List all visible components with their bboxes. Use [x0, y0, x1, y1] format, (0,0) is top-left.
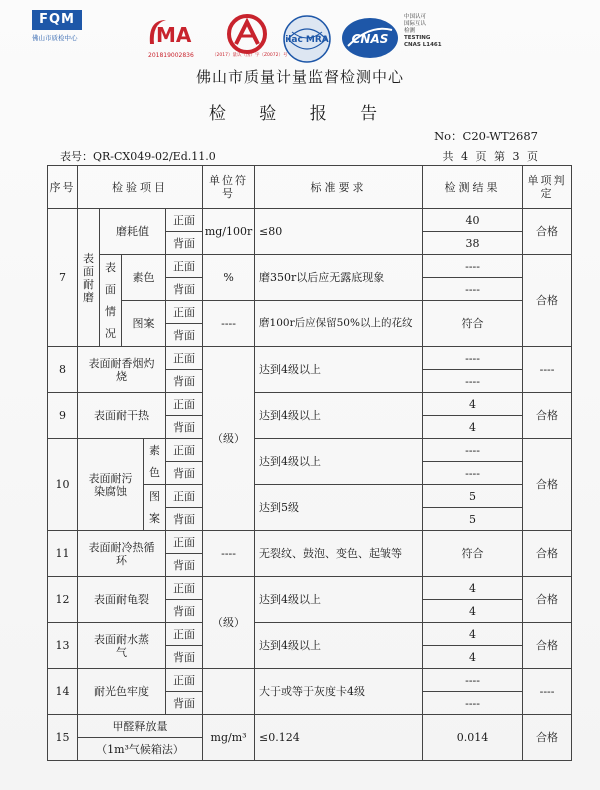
result-cell: 5: [423, 485, 523, 508]
judgment-cell: ----: [523, 347, 572, 393]
table-row: [48, 439, 572, 462]
cnas-caption-line: 中国认可: [404, 14, 427, 20]
table-row: [48, 669, 572, 692]
standard-cell: 达到4级以上: [255, 623, 423, 669]
item-cell: 表面耐冷热循环: [78, 531, 166, 577]
face-cell: 正面: [166, 301, 203, 324]
item-cell: 甲醛释放量: [78, 715, 203, 738]
face-cell: 正面: [166, 393, 203, 416]
standard-cell: 达到4级以上: [255, 577, 423, 623]
svg-text:ilac MRA: ilac MRA: [285, 35, 329, 45]
header-unit: 单位符号: [203, 166, 255, 209]
standard-cell: ≤0.124: [255, 715, 423, 761]
table-row: [48, 715, 572, 738]
seq-cell: 10: [48, 439, 78, 531]
header-result: 检测结果: [423, 166, 523, 209]
table-row: [48, 347, 572, 370]
item-cell: 耐光色牢度: [78, 669, 166, 715]
face-cell: 背面: [166, 692, 203, 715]
judgment-cell: 合格: [523, 439, 572, 531]
face-cell: 背面: [166, 370, 203, 393]
face-cell: 背面: [166, 278, 203, 301]
cnas-caption: [404, 14, 442, 49]
unit-cell: mg/m³: [203, 715, 255, 761]
face-cell: 正面: [166, 485, 203, 508]
standard-cell: 磨350r以后应无露底现象: [255, 255, 423, 301]
svg-text:CNAS: CNAS: [351, 32, 389, 46]
seq-cell: 14: [48, 669, 78, 715]
table-row: [48, 255, 572, 278]
face-cell: 背面: [166, 324, 203, 347]
result-cell: 5: [423, 508, 523, 531]
result-cell: ----: [423, 255, 523, 278]
header-seq: 序号: [48, 166, 78, 209]
result-cell: 4: [423, 600, 523, 623]
judgment-cell: 合格: [523, 531, 572, 577]
judgment-cell: 合格: [523, 577, 572, 623]
cnas-caption-line: CNAS L1461: [404, 42, 442, 48]
unit-cell: ----: [203, 531, 255, 577]
result-cell: 4: [423, 646, 523, 669]
fqm-logo-mark: FQM: [32, 10, 82, 30]
table-row: [48, 577, 572, 600]
result-cell: 4: [423, 577, 523, 600]
result-cell: 4: [423, 393, 523, 416]
result-cell: 4: [423, 416, 523, 439]
item-cell: 表面耐污染腐蚀: [78, 439, 144, 531]
unit-cell: %: [203, 255, 255, 301]
result-cell: 4: [423, 623, 523, 646]
face-cell: 背面: [166, 462, 203, 485]
header-item: 检验项目: [78, 166, 203, 209]
item-sub-cell: 素色: [122, 255, 166, 301]
face-cell: 背面: [166, 600, 203, 623]
seq-cell: 9: [48, 393, 78, 439]
cnas-caption-line: 检测: [404, 28, 416, 34]
face-cell: 正面: [166, 531, 203, 554]
result-cell: ----: [423, 462, 523, 485]
item-sub-cell: （1m³气候箱法）: [78, 738, 203, 761]
result-cell: ----: [423, 692, 523, 715]
result-cell: 38: [423, 232, 523, 255]
seq-cell: 15: [48, 715, 78, 761]
item-cell: 磨耗值: [100, 209, 166, 255]
item-group-cell: 表面耐磨: [78, 209, 100, 347]
judgment-cell: 合格: [523, 715, 572, 761]
face-cell: 正面: [166, 669, 203, 692]
fqm-logo: [32, 10, 82, 42]
page-indicator: 共 4 页 第 3 页: [442, 150, 538, 163]
ilac-mra-logo: [282, 14, 332, 64]
seq-cell: 12: [48, 577, 78, 623]
judgment-cell: 合格: [523, 393, 572, 439]
inspection-table: [47, 165, 572, 761]
table-header-row: [48, 166, 572, 209]
standard-cell: 无裂纹、鼓泡、变色、起皱等: [255, 531, 423, 577]
face-cell: 正面: [166, 623, 203, 646]
cma-logo: [146, 14, 208, 50]
face-cell: 正面: [166, 439, 203, 462]
standard-cell: 大于或等于灰度卡4级: [255, 669, 423, 715]
table-row: [48, 531, 572, 554]
standard-cell: 达到5级: [255, 485, 423, 531]
result-cell: ----: [423, 439, 523, 462]
table-row: [48, 301, 572, 324]
seq-cell: 13: [48, 623, 78, 669]
face-cell: 背面: [166, 554, 203, 577]
judgment-cell: 合格: [523, 209, 572, 255]
report-title: 检 验 报 告: [208, 104, 392, 124]
item-cell: 表面耐香烟灼烧: [78, 347, 166, 393]
cnas-caption-line: 国际互认: [404, 21, 427, 27]
standard-cell: 磨100r后应保留50%以上的花纹: [255, 301, 423, 347]
face-cell: 正面: [166, 255, 203, 278]
result-cell: ----: [423, 278, 523, 301]
ca-number: （2017）量认（国）字（Z0072）号: [212, 53, 288, 58]
form-number: 表号：QR-CX049-02/Ed.11.0: [60, 150, 216, 163]
item-cell: 表面耐龟裂: [78, 577, 166, 623]
fqm-logo-caption: 佛山市质检中心: [32, 34, 78, 42]
report-number: No：C20-WT2687: [434, 129, 538, 143]
unit-cell: mg/100r: [203, 209, 255, 255]
table-row: [48, 209, 572, 232]
seq-cell: 7: [48, 209, 78, 347]
unit-cell: （级）: [203, 347, 255, 531]
table-row: [48, 393, 572, 416]
certification-logo-bar: [0, 0, 600, 64]
result-cell: 40: [423, 209, 523, 232]
face-cell: 背面: [166, 416, 203, 439]
standard-cell: 达到4级以上: [255, 393, 423, 439]
result-cell: 符合: [423, 531, 523, 577]
unit-cell: [203, 669, 255, 715]
item-sub-cell: 图案: [144, 485, 166, 531]
face-cell: 背面: [166, 232, 203, 255]
face-cell: 正面: [166, 209, 203, 232]
cnas-caption-line: TESTING: [404, 35, 431, 41]
face-cell: 正面: [166, 577, 203, 600]
header-judgment: 单项判定: [523, 166, 572, 209]
item-sub-cell: 素色: [144, 439, 166, 485]
cnas-logo: [340, 16, 400, 60]
result-cell: ----: [423, 370, 523, 393]
item-sub-cell: 图案: [122, 301, 166, 347]
table-row: [48, 623, 572, 646]
item-cell: 表面耐干热: [78, 393, 166, 439]
item-sub-cell: 表面情况: [100, 255, 122, 347]
header-standard: 标准要求: [255, 166, 423, 209]
item-cell: 表面耐水蒸气: [78, 623, 166, 669]
standard-cell: 达到4级以上: [255, 347, 423, 393]
standard-cell: 达到4级以上: [255, 439, 423, 485]
result-cell: ----: [423, 347, 523, 370]
standard-cell: ≤80: [255, 209, 423, 255]
judgment-cell: 合格: [523, 255, 572, 347]
unit-cell: ----: [203, 301, 255, 347]
svg-text:MA: MA: [156, 23, 192, 47]
result-cell: 符合: [423, 301, 523, 347]
seq-cell: 8: [48, 347, 78, 393]
result-cell: 0.014: [423, 715, 523, 761]
result-cell: ----: [423, 669, 523, 692]
face-cell: 正面: [166, 347, 203, 370]
ca-logo: [220, 14, 274, 56]
unit-cell: （级）: [203, 577, 255, 669]
face-cell: 背面: [166, 646, 203, 669]
judgment-cell: 合格: [523, 623, 572, 669]
judgment-cell: ----: [523, 669, 572, 715]
organization-title: 佛山市质量计量监督检测中心: [195, 68, 404, 86]
seq-cell: 11: [48, 531, 78, 577]
cma-number: 201819002836: [148, 52, 194, 59]
face-cell: 背面: [166, 508, 203, 531]
